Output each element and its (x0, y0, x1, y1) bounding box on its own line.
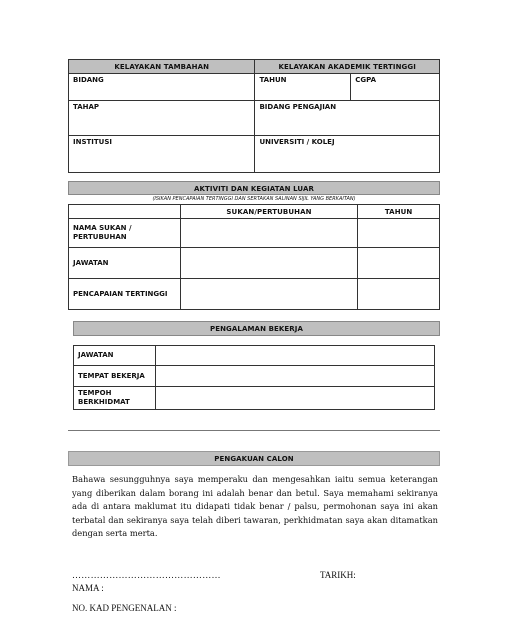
field-universiti[interactable] (255, 136, 440, 173)
label-tahap: TAHAP (73, 103, 100, 111)
experience-table (73, 345, 435, 410)
experience-title: PENGALAMAN BEKERJA (209, 325, 304, 333)
field-tahap[interactable] (69, 101, 255, 136)
label-universiti: UNIVERSITI / KOLEJ (259, 138, 335, 146)
qualifications-table (68, 59, 440, 173)
label-institusi: INSTITUSI (73, 138, 112, 146)
activities-title: AKTIVITI DAN KEGIATAN LUAR (193, 185, 315, 193)
activities-table (68, 204, 440, 310)
declaration-title: PENGAKUAN CALON (214, 455, 294, 463)
input-pencapaian-tahun[interactable] (358, 279, 440, 310)
activities-section (68, 204, 440, 309)
row-label-pencapaian: PENCAPAIAN TERTINGGI (69, 279, 181, 310)
field-bidang[interactable] (69, 74, 255, 101)
label-cgpa: CGPA (355, 76, 377, 84)
label-tahun: TAHUN (259, 76, 287, 84)
activities-note: (ISIKAN PENCAPAIAN TERTINGGI DAN SERTAKAN SALINAN SIJIL YANG BERKAITAN) (152, 196, 356, 202)
declaration-text: Bahawa sesungguhnya saya memperaku dan mengesahkan iaitu semua keterangan yang diberikan dalam borang ini adalah benar dan betul. Saya memahami sekiranya ada di antara maklumat itu didapati tidak benar / palsu, permohonan saya ini akan terbatal dan sekiranya saya telah diberi tawaran, perkhidmatan saya akan ditamatkan dengan serta merta. (72, 474, 438, 539)
row-label-tempoh: TEMPOH BERKHIDMAT (74, 387, 156, 410)
tarikh-label: TARIKH: (320, 570, 356, 580)
input-tempat-bekerja[interactable] (155, 366, 434, 387)
row-label-nama-sukan: NAMA SUKAN / PERTUBUHAN (69, 219, 181, 248)
row-label-jawatan: JAWATAN (69, 248, 181, 279)
row-label-exp-jawatan: JAWATAN (74, 346, 156, 366)
experience-title-bar (73, 321, 440, 336)
field-bidang-pengajian[interactable] (255, 101, 440, 136)
signature-dots[interactable]: ………………………………………… (72, 570, 221, 580)
input-nama-sukan[interactable] (180, 219, 358, 248)
no-kad-pengenalan-label: NO. KAD PENGENALAN : (72, 603, 177, 613)
nama-label: NAMA : (72, 583, 104, 593)
section-divider (68, 430, 440, 431)
header-kelayakan-akademik: KELAYAKAN AKADEMIK TERTINGGI (255, 60, 440, 74)
field-cgpa[interactable] (351, 74, 440, 101)
col-tahun: TAHUN (358, 205, 440, 219)
activities-title-bar (68, 181, 440, 195)
label-bidang-pengajian: BIDANG PENGAJIAN (259, 103, 337, 111)
experience-section (73, 345, 435, 409)
col-sukan-pertubuhan: SUKAN/PERTUBUHAN (180, 205, 358, 219)
field-institusi[interactable] (69, 136, 255, 173)
activities-corner (69, 205, 181, 219)
label-bidang: BIDANG (73, 76, 104, 84)
declaration-title-bar (68, 451, 440, 466)
input-jawatan[interactable] (180, 248, 358, 279)
input-jawatan-tahun[interactable] (358, 248, 440, 279)
header-kelayakan-tambahan: KELAYAKAN TAMBAHAN (69, 60, 255, 74)
qualifications-section (68, 59, 440, 172)
row-label-tempat-bekerja: TEMPAT BEKERJA (74, 366, 156, 387)
input-nama-sukan-tahun[interactable] (358, 219, 440, 248)
input-exp-jawatan[interactable] (155, 346, 434, 366)
input-pencapaian[interactable] (180, 279, 358, 310)
field-tahun[interactable] (255, 74, 351, 101)
input-tempoh[interactable] (155, 387, 434, 410)
